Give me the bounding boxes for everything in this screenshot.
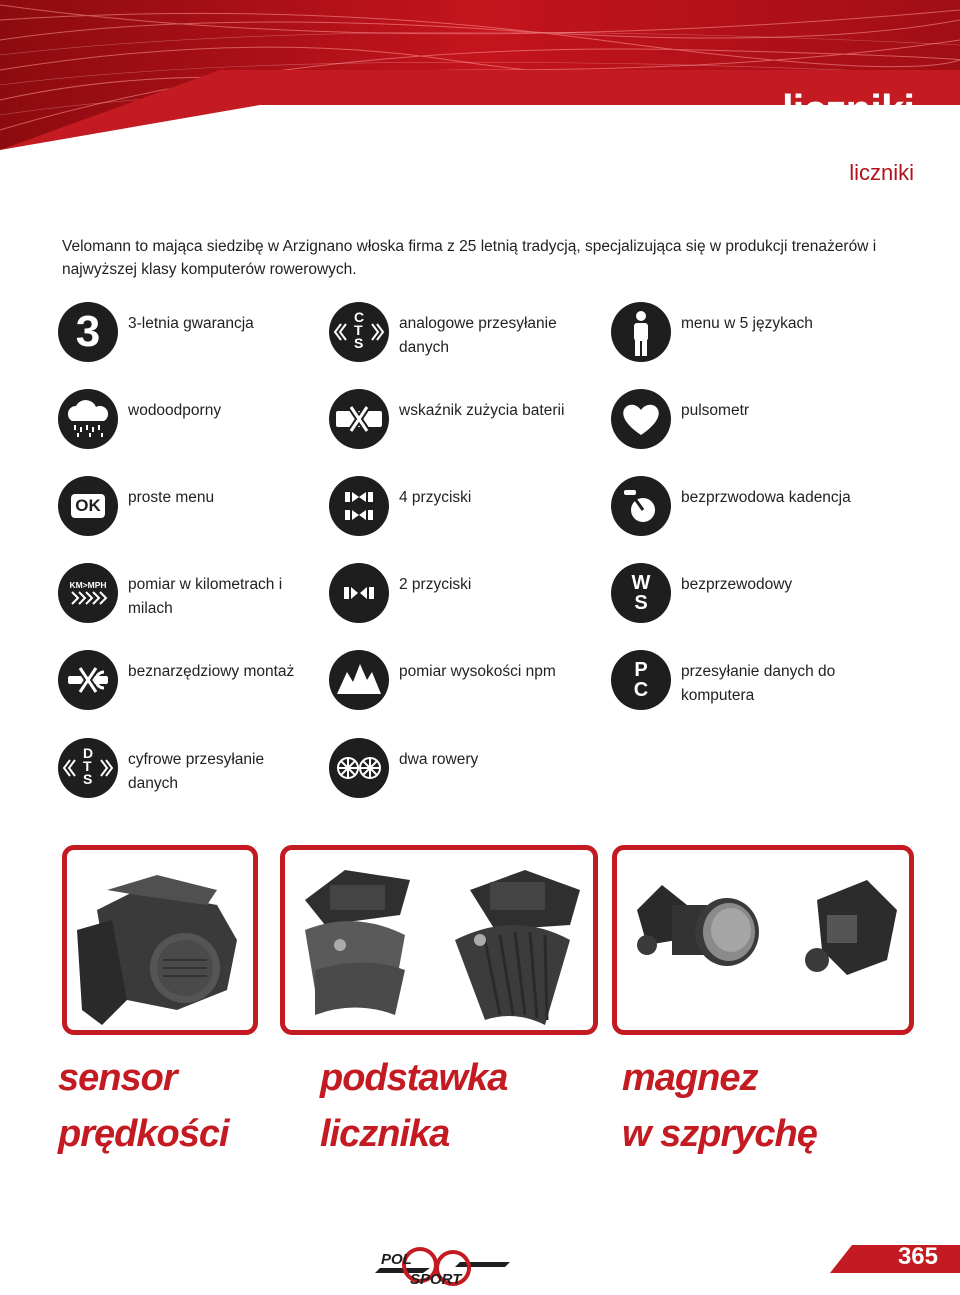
feature-label: beznarzędziowy montaż: [128, 663, 295, 680]
caption-line: podstawka: [320, 1057, 508, 1099]
feature-label: analogowe przesyłanie danych: [399, 315, 557, 356]
feature-label: wodoodporny: [128, 402, 222, 419]
feature-simple-menu: [58, 476, 328, 538]
feature-altitude: [329, 650, 599, 712]
feature-label: pomiar wysokości npm: [399, 663, 556, 680]
feature-digital: [58, 738, 328, 800]
feature-label: przesyłanie danych do komputera: [681, 663, 836, 704]
svg-text:SPORT: SPORT: [410, 1271, 462, 1288]
feature-battery: [329, 389, 599, 451]
feature-label: 2 przyciski: [399, 576, 472, 593]
rain-cloud-icon: [58, 389, 118, 449]
two-bikes-icon: [329, 738, 389, 798]
pc-icon: P C: [611, 650, 671, 710]
feature-heartrate: [611, 389, 881, 451]
feature-warranty: [58, 302, 328, 364]
three-year-icon: 3: [58, 302, 118, 362]
product-photo-magnet: [612, 845, 914, 1035]
feature-label: proste menu: [128, 489, 215, 506]
feature-label: pulsometr: [681, 402, 750, 419]
product-photo-speed-sensor: [62, 845, 258, 1035]
caption-speed-sensor: [58, 1050, 229, 1162]
page-title: liczniki: [781, 86, 914, 133]
feature-label: pomiar w kilometrach i milach: [128, 576, 283, 617]
four-buttons-icon: [329, 476, 389, 536]
heart-icon: [611, 389, 671, 449]
product-photo-mount: [280, 845, 598, 1035]
svg-text:T: T: [83, 758, 92, 774]
caption-line: sensor: [58, 1057, 177, 1099]
feature-label: bezprzewodowy: [681, 576, 793, 593]
feature-2-buttons: [329, 563, 599, 625]
svg-text:T: T: [354, 322, 363, 338]
feature-label: 4 przyciski: [399, 489, 472, 506]
battery-x-icon: [329, 389, 389, 449]
feature-label: bezprzwodowa kadencja: [681, 489, 851, 506]
cadence-icon: [611, 476, 671, 536]
tool-free-icon: [58, 650, 118, 710]
caption-line: licznika: [320, 1113, 450, 1155]
two-buttons-icon: [329, 563, 389, 623]
page-number-bar: [830, 1245, 960, 1273]
feature-tool-free: [58, 650, 328, 712]
feature-4-buttons: [329, 476, 599, 538]
mountain-icon: [329, 650, 389, 710]
caption-line: prędkości: [58, 1113, 229, 1155]
intro-text: Velomann to mająca siedzibę w Arzignano włoska firma z 25 letnią tradycją, specjalizująca się w produkcji trenażerów i najwyższej klasy komputerów rowerowych.: [62, 238, 877, 278]
svg-text:C: C: [354, 309, 365, 325]
svg-text:S: S: [354, 335, 364, 351]
feature-label: 3-letnia gwarancja: [128, 315, 254, 332]
svg-text:S: S: [83, 771, 93, 787]
ws-icon: W S: [611, 563, 671, 623]
ok-icon: OK: [58, 476, 118, 536]
feature-label: wskaźnik zużycia baterii: [399, 402, 565, 419]
caption-line: w szprychę: [622, 1113, 817, 1155]
feature-pc-transfer: [611, 650, 881, 712]
feature-label: menu w 5 językach: [681, 315, 813, 332]
feature-label: dwa rowery: [399, 751, 479, 768]
person-icon: [611, 302, 671, 362]
feature-two-bikes: [329, 738, 599, 800]
feature-km-miles: [58, 563, 328, 625]
pol-sport-logo: [375, 1240, 515, 1290]
caption-magnet: [622, 1050, 817, 1162]
feature-languages: [611, 302, 881, 364]
feature-waterproof: [58, 389, 328, 451]
svg-text:POL: POL: [381, 1251, 412, 1268]
feature-analog: [329, 302, 599, 364]
feature-cadence: [611, 476, 881, 538]
km-mph-icon: KM>MPH: [58, 563, 118, 623]
caption-line: magnez: [622, 1057, 758, 1099]
page-number: 365: [897, 1243, 938, 1270]
svg-text:D: D: [83, 745, 94, 761]
feature-wireless: [611, 563, 881, 625]
dts-icon: [58, 738, 118, 798]
feature-label: cyfrowe przesyłanie danych: [128, 751, 265, 792]
cts-icon: [329, 302, 389, 362]
caption-mount: [320, 1050, 507, 1162]
page-subtitle: liczniki: [849, 160, 914, 185]
